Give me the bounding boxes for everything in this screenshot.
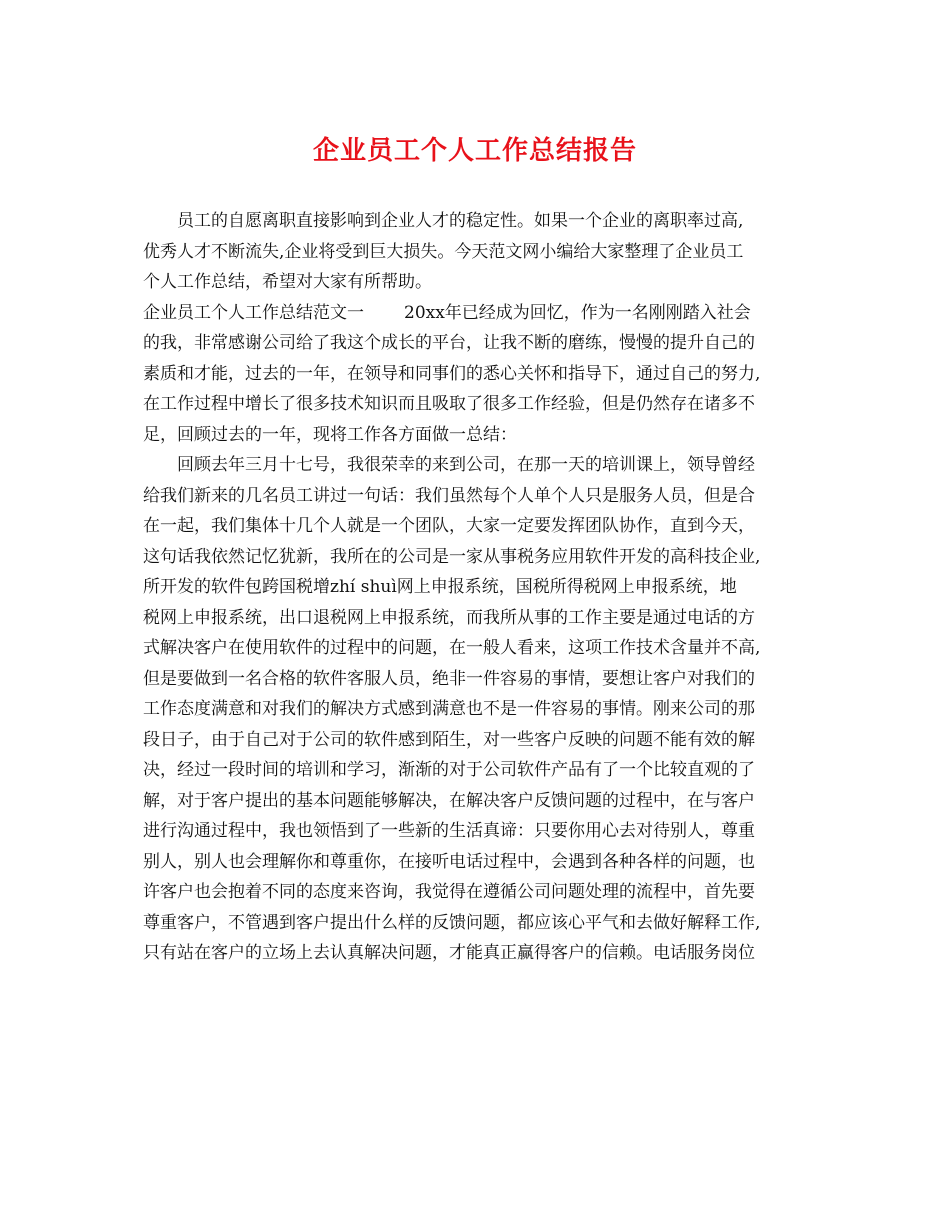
paragraph-1 [143, 328, 823, 450]
text-line: 决，经过一段时间的培训和学习，渐渐的对于公司软件产品有了一个比较直观的了 [143, 760, 755, 780]
text-line: 所开发的软件包跨国税增zhí shuì网上申报系统，国税所得税网上申报系统，地 [143, 577, 737, 597]
text-line: 回顾去年三月十七号，我很荣幸的来到公司，在那一天的培训课上，领导曾经 [177, 455, 755, 475]
text-line: 工作态度满意和对我们的解决方式感到满意也不是一件容易的事情。刚来公司的那 [143, 699, 755, 719]
section-heading-line [143, 298, 823, 329]
text-line: 在工作过程中增长了很多技术知识而且吸取了很多工作经验，但是仍然存在诸多不 [143, 394, 755, 414]
document-title: 企业员工个人工作总结报告 [312, 136, 637, 166]
document-body [143, 206, 823, 969]
text-line: 员工的自愿离职直接影响到企业人才的稳定性。如果一个企业的离职率过高, [177, 211, 744, 231]
text-line: 式解决客户在使用软件的过程中的问题，在一般人看来，这项工作技术含量并不高, [143, 638, 761, 658]
text-line: 段日子，由于自己对于公司的软件感到陌生，对一些客户反映的问题不能有效的解 [143, 729, 755, 750]
text-line: 优秀人才不断流失,企业将受到巨大损失。今天范文网小编给大家整理了企业员工 [143, 241, 744, 262]
text-line: 这句话我依然记忆犹新，我所在的公司是一家从事税务应用软件开发的高科技企业, [143, 546, 761, 567]
text-line: 的我，非常感谢公司给了我这个成长的平台，让我不断的磨练，慢慢的提升自己的 [143, 333, 755, 353]
text-line: 解，对于客户提出的基本问题能够解决，在解决客户反馈问题的过程中，在与客户 [143, 790, 755, 811]
text-line: 足，回顾过去的一年，现将工作各方面做一总结： [143, 424, 517, 445]
section-first-line: 20xx年已经成为回忆，作为一名刚刚踏入社会 [404, 302, 751, 323]
paragraph-2 [143, 450, 823, 969]
text-line: 进行沟通过程中，我也领悟到了一些新的生活真谛：只要你用心去对待别人，尊重 [143, 821, 755, 841]
text-line: 但是要做到一名合格的软件客服人员，绝非一件容易的事情，要想让客户对我们的 [143, 668, 755, 689]
section-heading: 企业员工个人工作总结范文一 [143, 302, 364, 323]
intro-paragraph [143, 206, 823, 298]
text-line: 在一起，我们集体十几个人就是一个团队，大家一定要发挥团队协作，直到今天， [143, 516, 755, 536]
text-line: 个人工作总结，希望对大家有所帮助。 [143, 272, 432, 292]
text-line: 许客户也会抱着不同的态度来咨询，我觉得在遵循公司问题处理的流程中，首先要 [143, 882, 755, 902]
text-line: 税网上申报系统，出口退税网上申报系统，而我所从事的工作主要是通过电话的方 [143, 607, 755, 628]
text-line: 别人，别人也会理解你和尊重你，在接听电话过程中，会遇到各种各样的问题，也 [143, 851, 755, 872]
text-line: 尊重客户，不管遇到客户提出什么样的反馈问题，都应该心平气和去做好解释工作, [143, 912, 761, 933]
text-line: 给我们新来的几名员工讲过一句话：我们虽然每个人单个人只是服务人员，但是合 [143, 485, 755, 506]
text-line: 只有站在客户的立场上去认真解决问题，才能真正赢得客户的信赖。电话服务岗位 [143, 943, 755, 963]
text-line: 素质和才能，过去的一年，在领导和同事们的悉心关怀和指导下，通过自己的努力, [143, 363, 761, 384]
